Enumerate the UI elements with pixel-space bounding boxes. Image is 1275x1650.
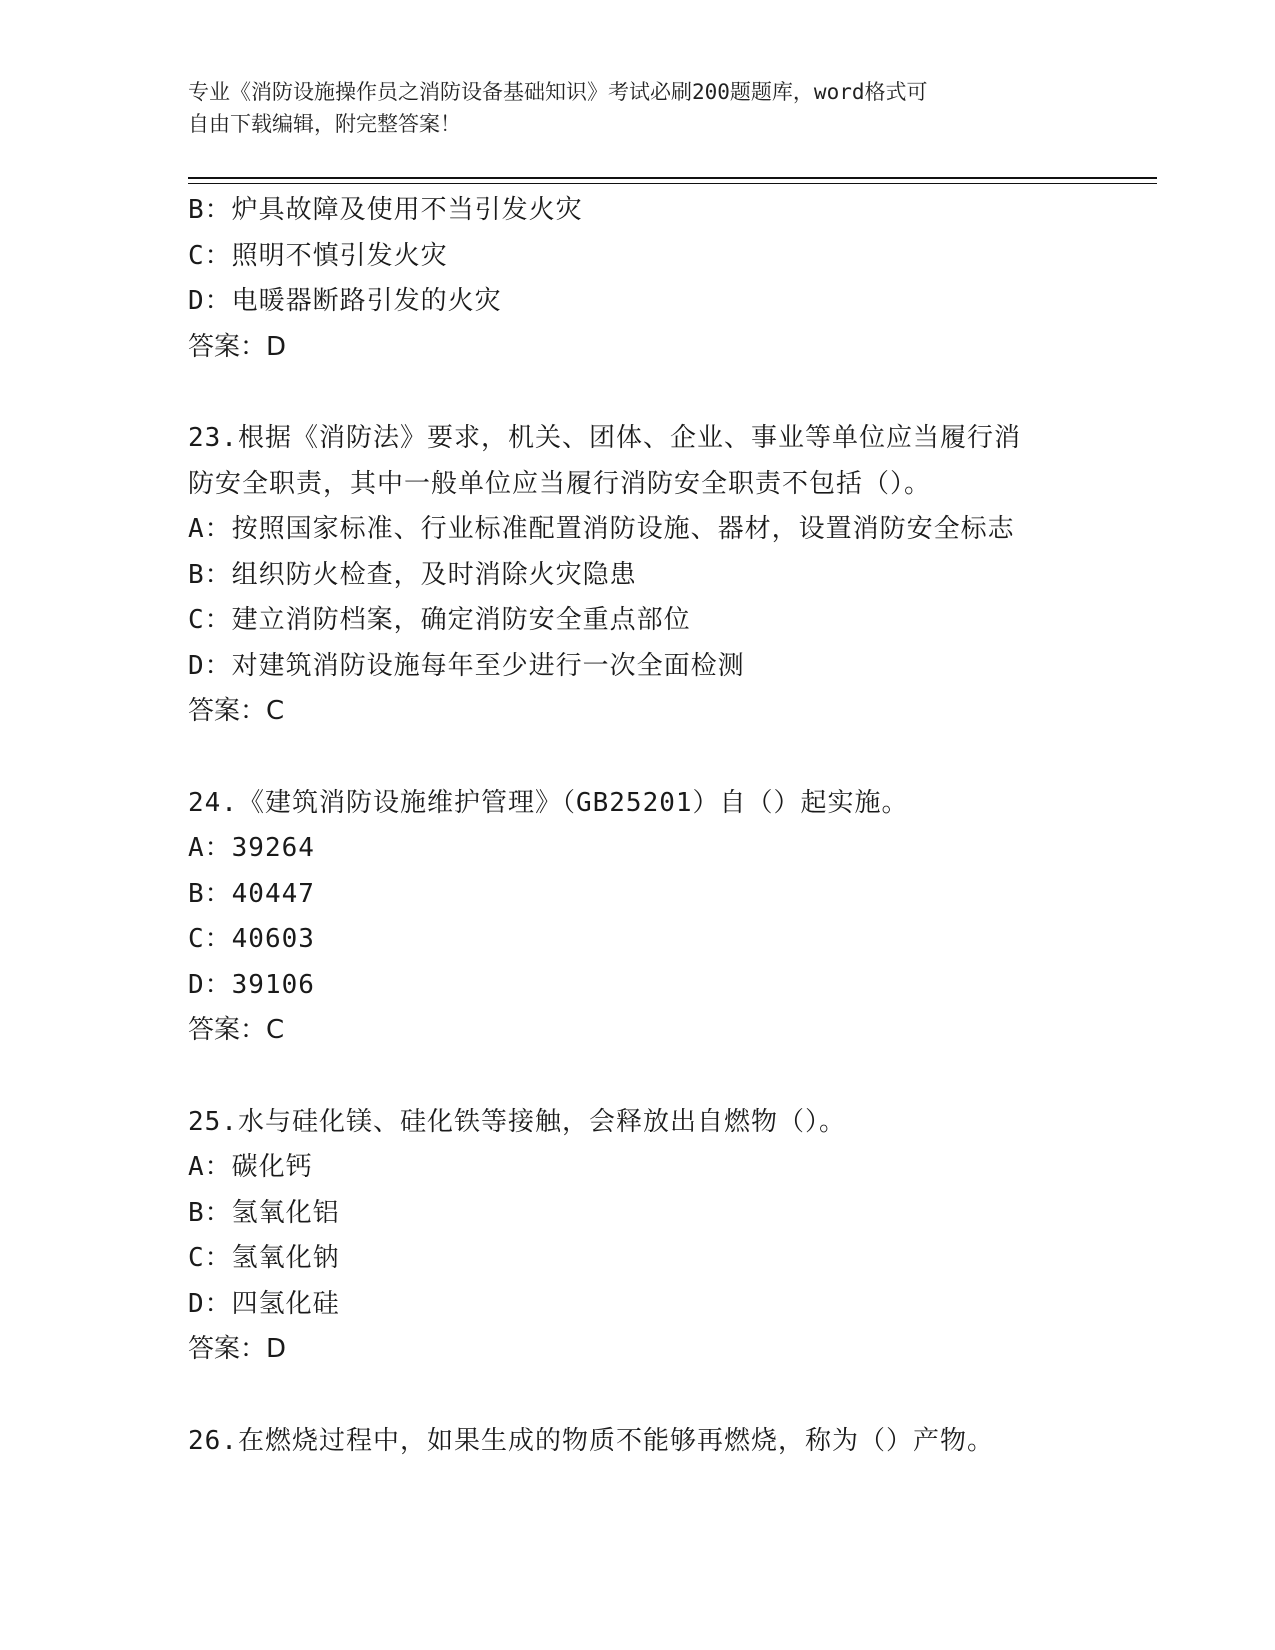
document-header [188, 76, 1088, 140]
question-26 [188, 1419, 1157, 1465]
header-line-2: 自由下载编辑，附完整答案！ [188, 112, 461, 136]
spacer [188, 1054, 1157, 1100]
question-stem: 25.水与硅化镁、硅化铁等接触，会释放出自燃物（）。 [188, 1106, 846, 1137]
option-c: C：建立消防档案，确定消防安全重点部位 [188, 605, 691, 635]
answer-line: 答案：C [188, 1015, 285, 1045]
question-24 [188, 781, 1157, 1054]
spacer [188, 735, 1157, 781]
option-b: B：氢氧化铝 [188, 1197, 340, 1228]
document-body [188, 188, 1157, 1464]
option-b: B：组织防火检查，及时消除火灾隐患 [188, 559, 637, 590]
question-25 [188, 1100, 1157, 1373]
question-stem: 24.《建筑消防设施维护管理》（GB25201）自（）起实施。 [188, 787, 909, 818]
header-rule-thick [188, 177, 1157, 179]
question-22-tail [188, 188, 1157, 370]
option-a: A：39264 [188, 833, 315, 863]
question-stem: 23.根据《消防法》要求，机关、团体、企业、事业等单位应当履行消 [188, 423, 1021, 453]
option-c: C：照明不慎引发火灾 [188, 240, 448, 271]
option-a: A：按照国家标准、行业标准配置消防设施、器材，设置消防安全标志 [188, 514, 1015, 544]
answer-line: 答案：D [188, 1334, 287, 1364]
option-d: D：四氢化硅 [188, 1288, 340, 1319]
header-line-1: 专业《消防设施操作员之消防设备基础知识》考试必刷200题题库，word格式可 [188, 80, 928, 104]
header-rule-thin [188, 183, 1157, 184]
option-d: D：39106 [188, 969, 315, 1000]
option-a: A：碳化钙 [188, 1152, 313, 1182]
question-23 [188, 416, 1157, 735]
answer-line: 答案：D [188, 331, 287, 362]
option-c: C：氢氧化钠 [188, 1243, 340, 1273]
question-stem: 26.在燃烧过程中，如果生成的物质不能够再燃烧，称为（）产物。 [188, 1425, 994, 1456]
question-stem-continued: 防安全职责，其中一般单位应当履行消防安全职责不包括（）。 [188, 468, 932, 499]
option-d: D：电暖器断路引发的火灾 [188, 286, 502, 316]
answer-line: 答案：C [188, 696, 285, 726]
option-b: B：40447 [188, 878, 315, 909]
spacer [188, 1373, 1157, 1419]
option-c: C：40603 [188, 924, 315, 954]
option-b: B：炉具故障及使用不当引发火灾 [188, 195, 583, 225]
spacer [188, 370, 1157, 416]
option-d: D：对建筑消防设施每年至少进行一次全面检测 [188, 650, 745, 681]
